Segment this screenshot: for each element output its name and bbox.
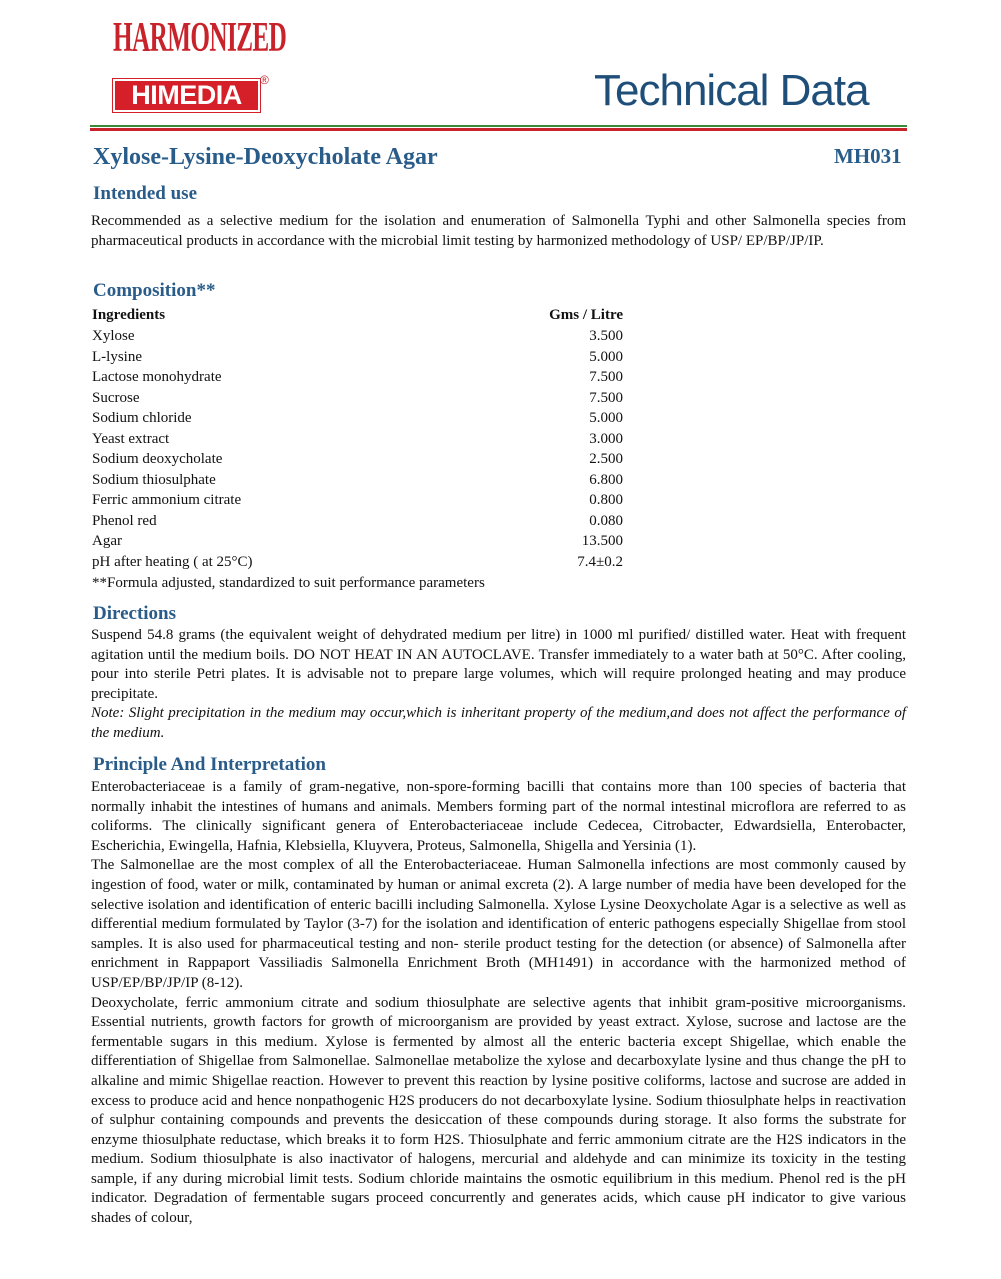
composition-row (92, 531, 623, 552)
ingredient-name: Sodium chloride (92, 410, 192, 426)
composition-row (92, 429, 623, 450)
composition-row (92, 408, 623, 429)
ingredient-name: Sodium thiosulphate (92, 471, 216, 488)
intended-use-paragraph: Recommended as a selective medium for the isolation and enumeration of Salmonella Typhi and other Salmonella species from pharmaceutical products in accordance with the microbial limit testing by harmonized methodology of USP/ EP/BP/JP/IP. (91, 213, 906, 249)
product-name: Xylose-Lysine-Deoxycholate Agar (93, 144, 438, 170)
ingredient-name: Ferric ammonium citrate (92, 492, 242, 508)
ingredient-amount: 7.500 (589, 389, 623, 406)
composition-row (92, 347, 623, 368)
ingredient-name: Xylose (92, 328, 135, 344)
logo-himedia: HIMEDIA (113, 79, 260, 112)
composition-table (92, 304, 623, 572)
directions-heading: Directions (93, 603, 177, 624)
ingredient-amount: 3.000 (589, 430, 623, 447)
intended-use-heading: Intended use (93, 183, 197, 204)
directions-text (91, 626, 906, 744)
registered-mark: ® (260, 73, 269, 87)
principle-paragraph-3: Deoxycholate, ferric ammonium citrate and sodium thiosulphate are selective agents that inhibit gram-positive microorganisms. Essential nutrients, growth factors for growth of microorganism are provided by yeast extract. Xylose, sucrose and lactose are the fermentable sugars in this medium. Xylose is fermented by almost all the enteric bacteria except Shigellae, which enable the differentiation of Shigellae from Salmonellae. Salmonellae metabolize the xylose and decarboxylate lysine and thus change the pH to alkaline and mimic Shigellae reaction. However to prevent this reaction by lysine positive coliforms, lactose and sucrose are added in excess to produce acid and hence nonpathogenic H2S producers do not decarboxylate lysine. Sodium thiosulphate helps in reactivation of sulphur containing compounds and prevents the desiccation of these compounds during storage. It also forms the substrate for enzyme thiosulphate reductase, which breaks it to form H2S. Thiosulphate and ferric ammonium citrate are the H2S indicators in the medium. Sodium thiosulphate is also inactivator of halogens, mercurial and aldehyde and can minimize its toxicity in the testing sample, if any during microbial limit tests. Sodium chloride maintains the osmotic equilibrium in this medium. Phenol red is the pH indicator. Degradation of fermentable sugars proceed concurrently and generates acids, which cause pH indicator to give various shades of colour, (91, 994, 906, 1227)
composition-heading: Composition** (93, 280, 216, 301)
logo-harmonized: HARMONIZED (113, 15, 287, 61)
ingredient-amount: 3.500 (589, 328, 623, 344)
directions-note: Note: Slight precipitation in the medium may occur,which is inheritant property of the medium,and does not affect the performance of the medium. (91, 705, 906, 741)
composition-row (92, 511, 623, 532)
principle-text (91, 778, 906, 1229)
ingredient-amount: 0.800 (589, 492, 623, 508)
ingredient-amount: 13.500 (581, 533, 623, 549)
composition-row (92, 552, 623, 573)
ingredient-name: pH after heating ( at 25°C) (92, 553, 253, 570)
composition-row (92, 490, 623, 511)
header-rule-green (90, 125, 907, 127)
ingredient-name: Lactose monohydrate (92, 369, 222, 385)
composition-header-row (92, 304, 623, 326)
ingredient-amount: 7.500 (589, 369, 623, 385)
document-type-title: Technical Data (594, 66, 869, 115)
principle-heading: Principle And Interpretation (93, 754, 326, 775)
principle-paragraph-1: Enterobacteriaceae is a family of gram-negative, non-spore-forming bacilli that contains more than 100 species of bacteria that normally inhabit the intestines of humans and animals. Members forming part of the normal intestinal microflora are referred to as coliforms. The clinically significant genera of Enterobacteriaceae include Cedecea, Citrobacter, Edwardsiella, Enterobacter, Escherichia, Ewingella, Hafnia, Klebsiella, Kluyvera, Proteus, Salmonella, Shigella and Yersinia (1). (91, 779, 906, 854)
ingredient-name: L-lysine (92, 348, 142, 365)
ingredients-column-header: Ingredients (92, 307, 166, 323)
ingredient-amount: 6.800 (589, 471, 623, 488)
header-rule-red (90, 128, 907, 131)
composition-row (92, 470, 623, 491)
ingredient-name: Phenol red (92, 512, 157, 529)
ingredient-amount: 0.080 (589, 512, 623, 529)
principle-paragraph-2: The Salmonellae are the most complex of all the Enterobacteriaceae. Human Salmonella infections are most commonly caused by ingestion of food, water or milk, contaminated by human or animal excreta (2). A large number of media have been developed for the selective isolation and identification of enteric bacilli including Salmonella. Xylose Lysine Deoxycholate Agar is a selective as well as differential medium formulated by Taylor (3-7) for the isolation and identification of enteric pathogens especially Shigellae from stool samples. It is also used for pharmaceutical testing and non- sterile product testing for the detection (or absence) of Salmonella after enrichment in Rappaport Vassiliadis Salmonella Enrichment Broth (MH1491) in accordance with the harmonized method of USP/EP/BP/JP/IP (8-12). (91, 857, 906, 991)
composition-row (92, 388, 623, 409)
ingredient-amount: 2.500 (589, 451, 623, 467)
ingredient-name: Yeast extract (92, 430, 170, 447)
ingredient-amount: 5.000 (589, 410, 623, 426)
composition-rows (92, 326, 623, 572)
ingredient-name: Sucrose (92, 389, 140, 406)
ingredient-name: Sodium deoxycholate (92, 451, 223, 467)
intended-use-text (91, 212, 906, 251)
directions-paragraph: Suspend 54.8 grams (the equivalent weight of dehydrated medium per litre) in 1000 ml purified/ distilled water. Heat with frequent agitation until the medium boils. DO NOT HEAT IN AN AUTOCLAVE. Transfer immediately to a water bath at 50°C. After cooling, pour into sterile Petri plates. It is advisable not to prepare large volumes, which will require prolonged heating and may produce precipitate. (91, 627, 906, 702)
composition-footnote: **Formula adjusted, standardized to suit performance parameters (92, 575, 485, 591)
ingredient-amount: 7.4±0.2 (577, 553, 623, 570)
composition-row (92, 449, 623, 470)
product-code: MH031 (834, 144, 902, 168)
ingredient-amount: 5.000 (589, 348, 623, 365)
ingredient-name: Agar (92, 533, 122, 549)
composition-row (92, 367, 623, 388)
composition-row (92, 326, 623, 347)
amount-column-header: Gms / Litre (549, 307, 623, 323)
